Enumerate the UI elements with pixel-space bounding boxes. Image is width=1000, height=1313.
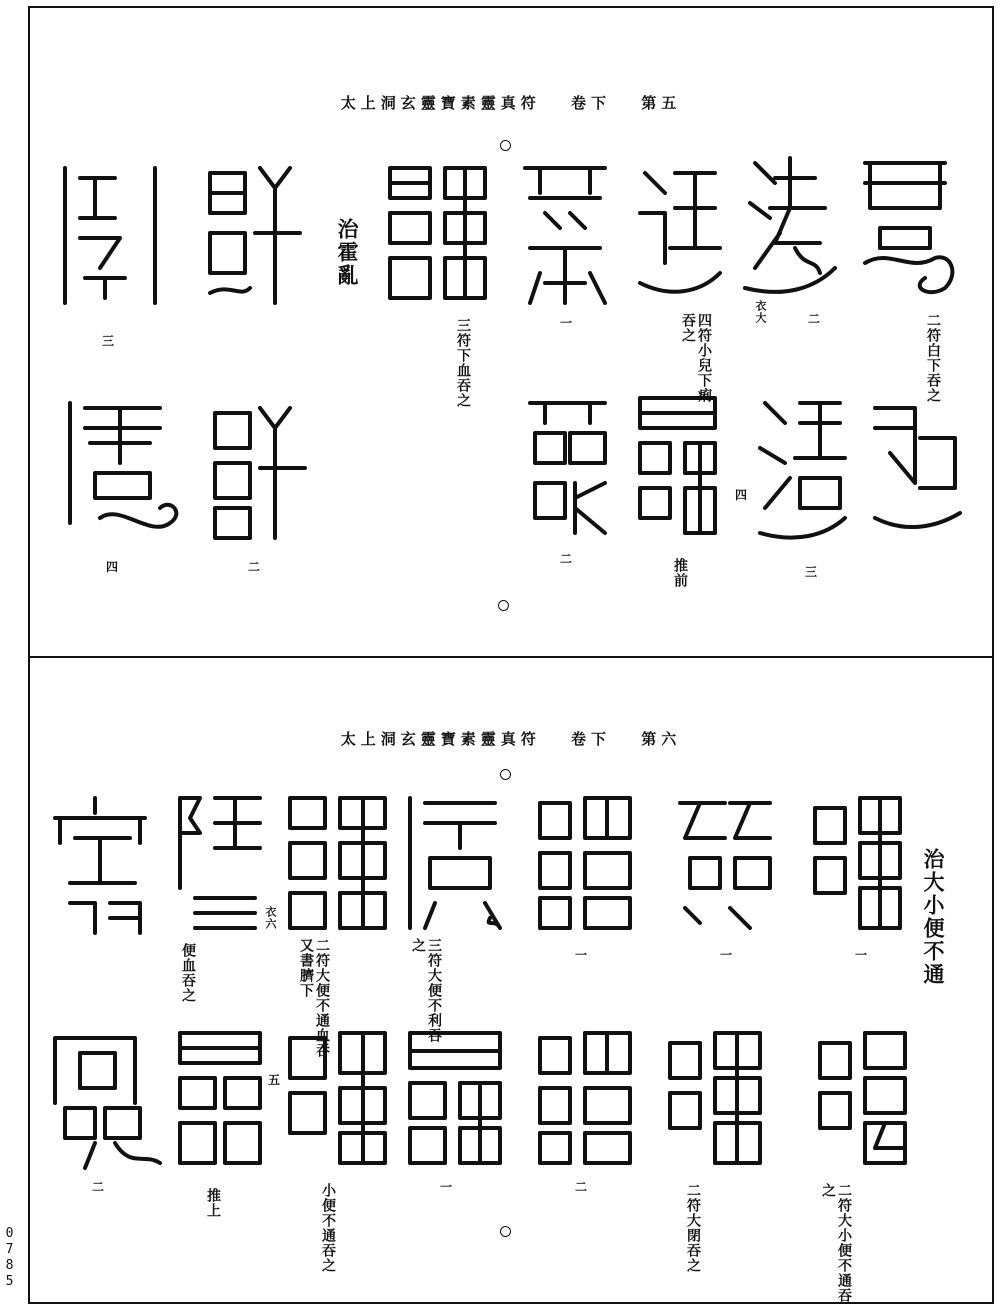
- binding-hole: [498, 600, 509, 611]
- talisman-glyph: [665, 1023, 775, 1173]
- binding-hole: [500, 140, 511, 151]
- page-header-top: [30, 92, 992, 113]
- talisman-glyph: [515, 153, 615, 313]
- serial-number: 一: [720, 948, 733, 962]
- header-title: 太上洞玄靈寶素靈真符: [340, 94, 541, 112]
- talisman-glyph: [285, 788, 395, 938]
- header-page: 第六: [641, 730, 682, 748]
- annotation: 四符小兒下痢吞之: [680, 313, 712, 403]
- section-title: 治大小便不通: [921, 848, 946, 986]
- serial-number: 二: [248, 560, 261, 574]
- annotation: 小便不通吞之: [320, 1183, 336, 1273]
- serial-number: 三: [805, 565, 818, 579]
- annotation: 衣六: [264, 906, 277, 930]
- serial-number: 二: [575, 1180, 588, 1194]
- talisman-glyph: [735, 148, 845, 308]
- serial-number: 四: [106, 560, 119, 574]
- header-page: 第五: [641, 94, 682, 112]
- talisman-glyph: [535, 1023, 645, 1173]
- talisman-glyph: [60, 393, 190, 543]
- annotation: 二符大便不通血吞又書臍下: [298, 938, 330, 1058]
- talisman-glyph: [815, 1023, 915, 1173]
- serial-number: 一: [855, 948, 868, 962]
- talisman-glyph: [400, 788, 510, 938]
- header-volume: 卷下: [570, 730, 611, 748]
- annotation: 三符大便不利吞之: [410, 938, 442, 1043]
- talisman-glyph: [200, 153, 310, 313]
- serial-number: 二: [560, 552, 573, 566]
- serial-number: 五: [268, 1073, 281, 1087]
- page-header-bottom: [30, 728, 992, 749]
- talisman-glyph: [45, 1023, 170, 1173]
- annotation: 推前: [672, 558, 688, 588]
- talisman-glyph: [170, 1023, 270, 1173]
- serial-number: 四: [735, 488, 748, 502]
- talisman-glyph: [535, 788, 645, 938]
- annotation: 衣大: [754, 300, 767, 324]
- annotation: 三符下血吞之: [455, 318, 471, 408]
- folio-number: 0785: [2, 1226, 17, 1290]
- talisman-glyph: [860, 388, 965, 548]
- annotation: 二符白下吞之: [925, 313, 941, 403]
- binding-hole: [500, 769, 511, 780]
- annotation: 二符大閉吞之: [685, 1183, 701, 1273]
- serial-number: 三: [102, 334, 115, 348]
- talisman-glyph: [520, 388, 615, 543]
- annotation: 推上: [205, 1188, 221, 1218]
- talisman-glyph: [850, 153, 960, 308]
- bottom-panel: [28, 656, 994, 1304]
- talisman-glyph: [380, 158, 500, 308]
- annotation: 便血吞之: [180, 943, 196, 1003]
- talisman-glyph: [670, 788, 780, 938]
- talisman-glyph: [55, 158, 165, 308]
- talisman-glyph: [205, 393, 310, 543]
- header-volume: 卷下: [570, 94, 611, 112]
- top-panel: [28, 6, 994, 658]
- talisman-glyph: [630, 153, 725, 308]
- talisman-glyph: [750, 388, 850, 548]
- talisman-glyph: [170, 788, 270, 938]
- section-title: 治霍亂: [335, 218, 360, 287]
- annotation: 二符大小便不通吞之: [820, 1183, 852, 1303]
- serial-number: 一: [560, 316, 573, 330]
- serial-number: 二: [808, 312, 821, 326]
- talisman-glyph: [45, 793, 155, 943]
- serial-number: 一: [440, 1180, 453, 1194]
- serial-number: 一: [575, 948, 588, 962]
- binding-hole: [500, 1226, 511, 1237]
- serial-number: 二: [92, 1180, 105, 1194]
- talisman-glyph: [810, 788, 910, 938]
- header-title: 太上洞玄靈寶素靈真符: [340, 730, 541, 748]
